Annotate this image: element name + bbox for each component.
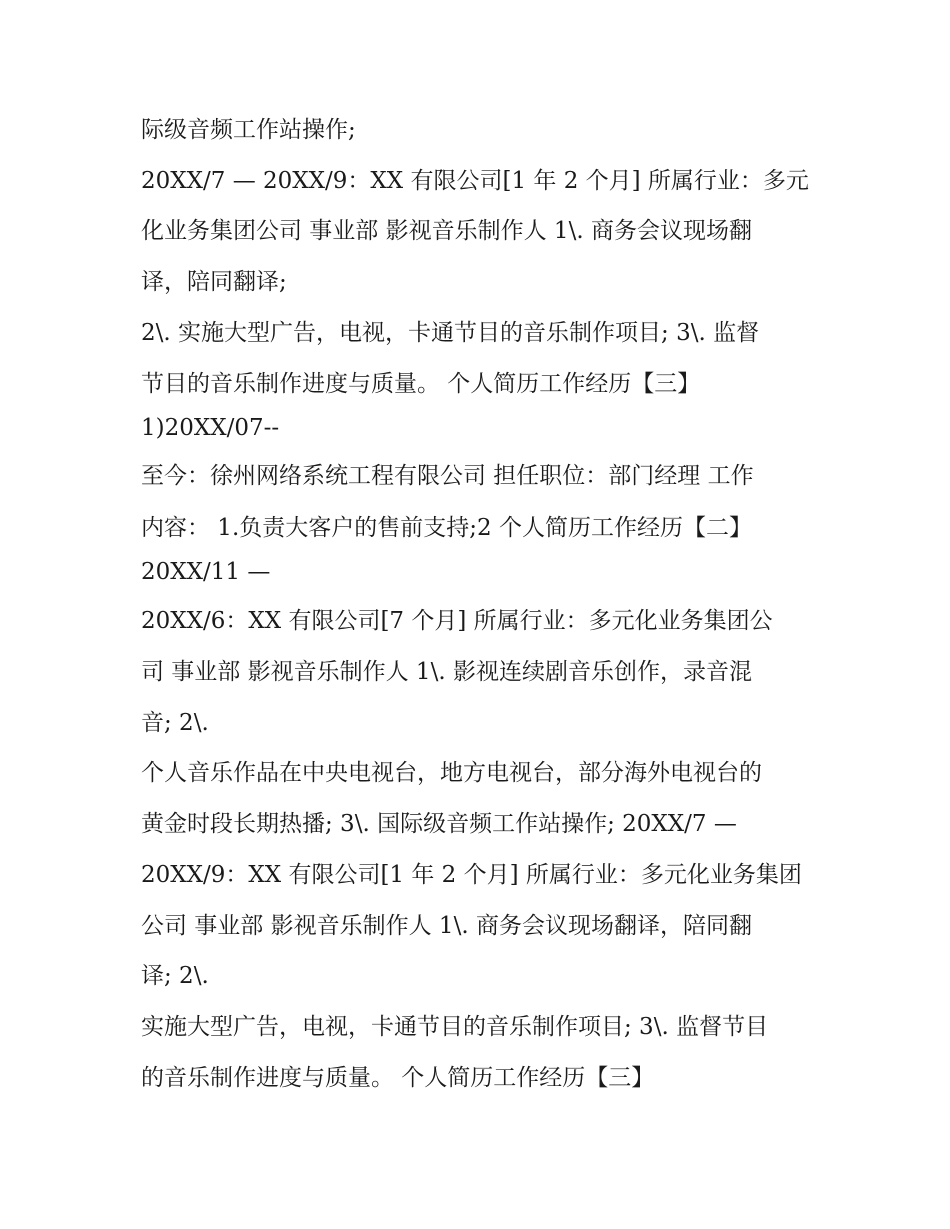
text-line: 1)20XX/07-- [141,415,280,441]
text-line: 译，陪同翻译; [141,269,287,295]
text-line: 音; 2\. [141,710,209,736]
text-line: 际级音频工作站操作; [141,117,356,143]
text-line: 20XX/11 — [141,559,271,585]
text-line: 化业务集团公司 事业部 影视音乐制作人 1\. 商务会议现场翻 [141,218,752,244]
text-line: 至今：徐州网络系统工程有限公司 担任职位：部门经理 工作 [141,463,754,489]
text-line: 的音乐制作进度与质量。 个人简历工作经历【三】 [141,1065,655,1091]
text-line: 公司 事业部 影视音乐制作人 1\. 商务会议现场翻译，陪同翻 [141,913,752,939]
text-line: 黄金时段长期热播; 3\. 国际级音频工作站操作; 20XX/7 — [141,811,737,837]
text-line: 实施大型广告，电视，卡通节目的音乐制作项目; 3\. 监督节目 [141,1014,769,1040]
text-line: 内容： 1.负责大客户的售前支持;2 个人简历工作经历【二】 [141,515,752,541]
text-line: 20XX/6：XX 有限公司[7 个月] 所属行业：多元化业务集团公 [141,608,773,634]
text-line: 2\. 实施大型广告，电视，卡通节目的音乐制作项目; 3\. 监督 [141,320,760,346]
text-line: 节目的音乐制作进度与质量。 个人简历工作经历【三】 [141,371,701,397]
text-line: 个人音乐作品在中央电视台，地方电视台，部分海外电视台的 [141,760,762,786]
text-line: 译; 2\. [141,963,209,989]
text-line: 20XX/7 — 20XX/9：XX 有限公司[1 年 2 个月] 所属行业：多元 [141,168,809,194]
text-line: 20XX/9：XX 有限公司[1 年 2 个月] 所属行业：多元化业务集团 [141,862,802,888]
text-line: 司 事业部 影视音乐制作人 1\. 影视连续剧音乐创作，录音混 [141,659,752,685]
